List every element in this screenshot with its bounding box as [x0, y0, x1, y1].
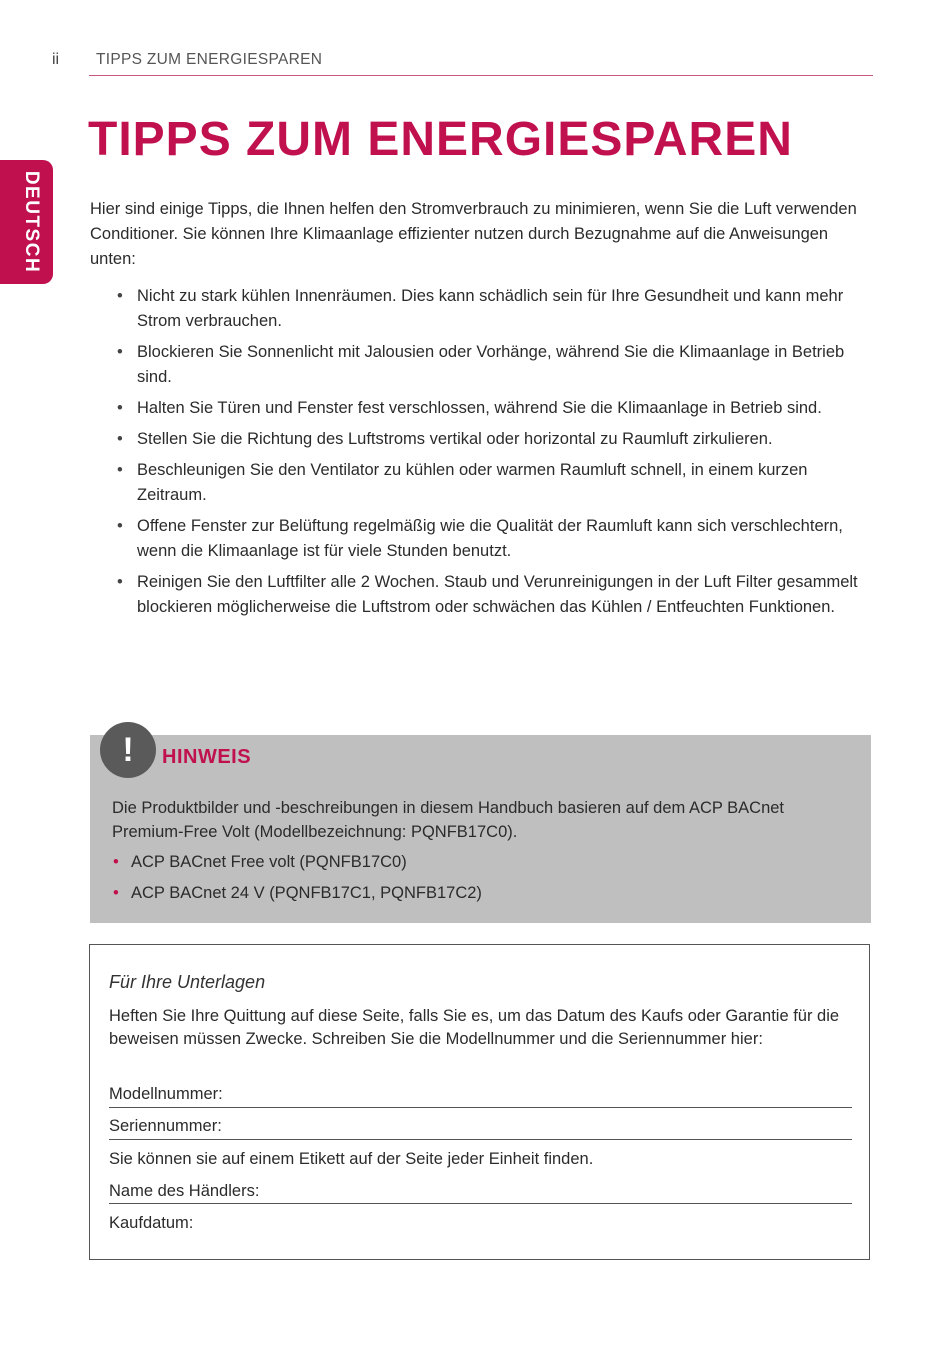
dealer-name-label: Name des Händlers:: [109, 1182, 260, 1200]
model-number-line: [109, 1107, 852, 1108]
records-title: Für Ihre Unterlagen: [109, 972, 266, 992]
serial-number-label: Seriennummer:: [109, 1117, 222, 1135]
tip-item: • Halten Sie Türen und Fenster fest verschlossen, während Sie die Klimaanlage in Betrieb sind.: [114, 396, 874, 421]
tip-item: • Stellen Sie die Richtung des Luftstroms vertikal oder horizontal zu Raumluft zirkulieren.: [114, 427, 874, 452]
notice-list: [112, 850, 482, 912]
tip-item: • Nicht zu stark kühlen Innenräumen. Dies kann schädlich sein für Ihre Gesundheit und kann mehr Strom verbrauchen.: [114, 284, 874, 334]
notice-title: HINWEIS: [162, 746, 252, 768]
header-divider: [89, 75, 873, 76]
model-number-label: Modellnummer:: [109, 1085, 223, 1103]
tip-item: • Beschleunigen Sie den Ventilator zu kühlen oder warmen Raumluft schnell, in einem kurzen Zeitraum.: [114, 458, 874, 508]
tips-list: [114, 284, 874, 626]
notice-list-item: • ACP BACnet 24 V (PQNFB17C1, PQNFB17C2): [112, 881, 482, 905]
label-location-hint: Sie können sie auf einem Etikett auf der Seite jeder Einheit finden.: [109, 1150, 594, 1168]
tip-item: • Reinigen Sie den Luftfilter alle 2 Wochen. Staub und Verunreinigungen in der Luft Filter gesammelt blockieren möglicherweise die Luftstrom oder schwächen das Kühlen / Entfeuchten Funktionen.: [114, 570, 874, 620]
tip-item: • Blockieren Sie Sonnenlicht mit Jalousien oder Vorhänge, während Sie die Klimaanlage in Betrieb sind.: [114, 340, 874, 390]
purchase-date-label: Kaufdatum:: [109, 1214, 194, 1232]
notice-text: Die Produktbilder und -beschreibungen in diesem Handbuch basieren auf dem ACP BACnet Premium-Free Volt (Modellbezeichnung: PQNFB17C0).: [112, 799, 785, 841]
language-tab: [0, 160, 53, 284]
page-title: TIPPS ZUM ENERGIESPAREN: [88, 113, 793, 166]
notice-list-item: • ACP BACnet Free volt (PQNFB17C0): [112, 850, 482, 874]
records-text: Heften Sie Ihre Quittung auf diese Seite, falls Sie es, um das Datum des Kaufs oder Garantie für die beweisen müssen Zwecke. Schreiben Sie die Modellnummer und die Seriennummer hier:: [109, 1007, 840, 1048]
dealer-name-line: [109, 1203, 852, 1204]
running-header: TIPPS ZUM ENERGIESPAREN: [96, 51, 323, 68]
serial-number-line: [109, 1139, 852, 1140]
page-number: ii: [52, 51, 60, 68]
tip-item: • Offene Fenster zur Belüftung regelmäßig wie die Qualität der Raumluft kann sich verschlechtern, wenn die Klimaanlage ist für viele Stunden benutzt.: [114, 514, 874, 564]
intro-paragraph: Hier sind einige Tipps, die Ihnen helfen den Stromverbrauch zu minimieren, wenn Sie die Luft verwenden Conditioner. Sie können Ihre Klimaanlage effizienter nutzen durch Bezugnahme auf die Anweisungen unten:: [90, 200, 857, 268]
language-tab-label: DEUTSCH: [21, 170, 42, 274]
exclamation-icon: !: [100, 722, 156, 778]
